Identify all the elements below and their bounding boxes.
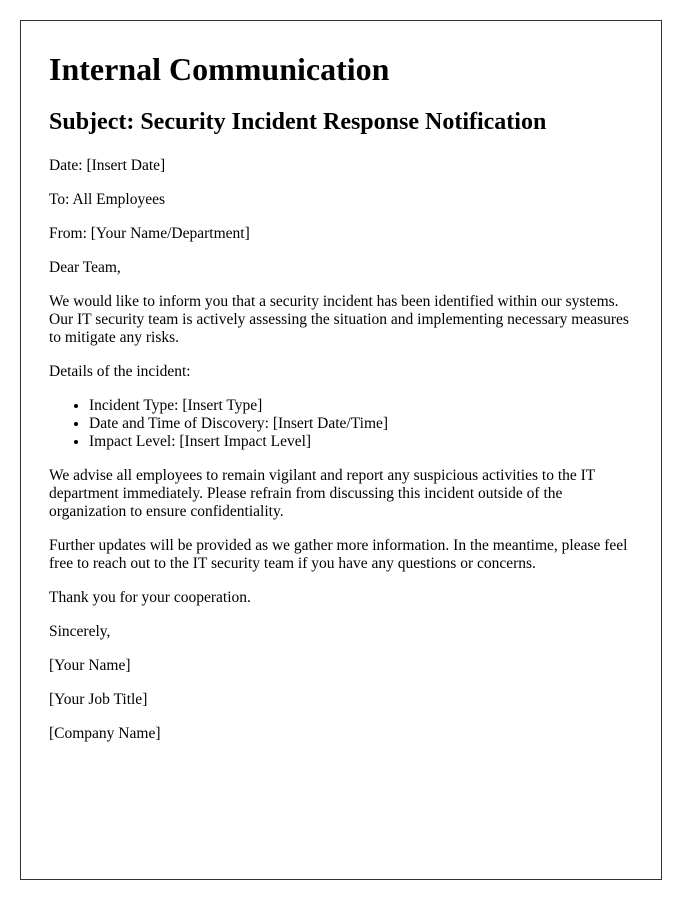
advice-paragraph: We advise all employees to remain vigilant and report any suspicious activities to the IT department immediately. Please refrain from discussing this incident outside of the organization to ensure confidentiality. — [49, 467, 595, 520]
signature-title: [Your Job Title] — [49, 691, 148, 708]
list-item-discovery-time: • Date and Time of Discovery: [Insert Date/Time] — [89, 415, 633, 433]
updates-paragraph: Further updates will be provided as we gather more information. In the meantime, please feel free to reach out to the IT security team if you have any questions or concerns. — [49, 537, 628, 572]
greeting: Dear Team, — [49, 259, 121, 276]
signature-company: [Company Name] — [49, 725, 161, 742]
thanks-line: Thank you for your cooperation. — [49, 589, 251, 606]
document-title: Internal Communication — [49, 51, 390, 87]
closing-line: Sincerely, — [49, 623, 111, 640]
to-line: To: All Employees — [49, 191, 166, 208]
list-item-impact-level: • Impact Level: [Insert Impact Level] — [89, 433, 633, 451]
intro-paragraph: We would like to inform you that a security incident has been identified within our systems. Our IT security team is actively assessing the situation and implementing necessary measures to mitigate any risks. — [49, 293, 629, 346]
subject-heading: Subject: Security Incident Response Notification — [49, 109, 547, 135]
list-item-incident-type: • Incident Type: [Insert Type] — [89, 397, 633, 415]
letter-document — [20, 20, 662, 880]
signature-name: [Your Name] — [49, 657, 131, 674]
date-line: Date: [Insert Date] — [49, 157, 166, 174]
details-heading: Details of the incident: — [49, 363, 191, 380]
incident-details-list — [49, 397, 633, 451]
from-line: From: [Your Name/Department] — [49, 225, 250, 242]
